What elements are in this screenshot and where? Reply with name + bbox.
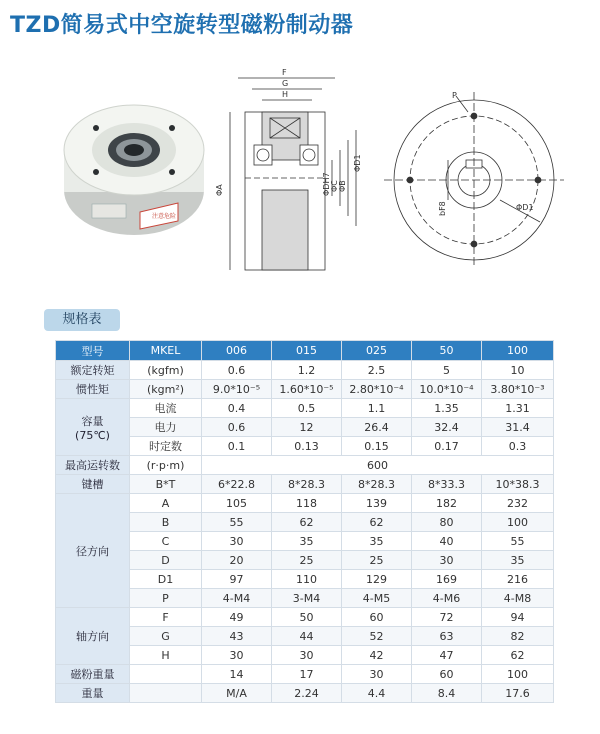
value-cell: 30 bbox=[202, 646, 272, 665]
value-cell: 2.5 bbox=[342, 361, 412, 380]
unit-cell: P bbox=[130, 589, 202, 608]
value-cell: 2.80*10⁻⁴ bbox=[342, 380, 412, 399]
value-cell: 35 bbox=[342, 532, 412, 551]
end-view-drawing bbox=[384, 92, 564, 268]
value-cell: 3.80*10⁻³ bbox=[482, 380, 554, 399]
value-cell: 30 bbox=[272, 646, 342, 665]
value-cell: 0.6 bbox=[202, 418, 272, 437]
value-cell: 4-M8 bbox=[482, 589, 554, 608]
unit-cell: 电力 bbox=[130, 418, 202, 437]
value-cell: 169 bbox=[412, 570, 482, 589]
value-cell: 97 bbox=[202, 570, 272, 589]
table-row bbox=[56, 608, 554, 627]
value-cell: 10*38.3 bbox=[482, 475, 554, 494]
dim-label-f: F bbox=[282, 68, 287, 77]
unit-cell: A bbox=[130, 494, 202, 513]
value-cell: 1.31 bbox=[482, 399, 554, 418]
value-cell: 9.0*10⁻⁵ bbox=[202, 380, 272, 399]
spec-table bbox=[55, 340, 554, 703]
table-row bbox=[56, 513, 554, 532]
value-cell: 8*33.3 bbox=[412, 475, 482, 494]
value-cell: 139 bbox=[342, 494, 412, 513]
value-cell: 50 bbox=[272, 608, 342, 627]
value-cell: 44 bbox=[272, 627, 342, 646]
value-cell: 118 bbox=[272, 494, 342, 513]
row-label-weight: 重量 bbox=[56, 684, 130, 703]
value-cell: 80 bbox=[412, 513, 482, 532]
value-cell: 216 bbox=[482, 570, 554, 589]
unit-cell: 电流 bbox=[130, 399, 202, 418]
unit-cell bbox=[130, 684, 202, 703]
value-cell: 82 bbox=[482, 627, 554, 646]
table-row bbox=[56, 380, 554, 399]
value-cell: 105 bbox=[202, 494, 272, 513]
spec-table-tab: 规格表 bbox=[44, 309, 120, 331]
unit-cell: B bbox=[130, 513, 202, 532]
table-row bbox=[56, 570, 554, 589]
value-cell: 1.1 bbox=[342, 399, 412, 418]
value-cell: 14 bbox=[202, 665, 272, 684]
value-cell: 30 bbox=[342, 665, 412, 684]
product-photo bbox=[64, 105, 204, 235]
value-cell: 0.1 bbox=[202, 437, 272, 456]
value-cell: 32.4 bbox=[412, 418, 482, 437]
value-cell: 60 bbox=[342, 608, 412, 627]
header-cell: 100 bbox=[482, 341, 554, 361]
unit-cell: (kgm²) bbox=[130, 380, 202, 399]
dim-label-h: H bbox=[282, 90, 289, 99]
value-cell: 1.2 bbox=[272, 361, 342, 380]
header-cell: MKEL bbox=[130, 341, 202, 361]
value-cell: 3-M4 bbox=[272, 589, 342, 608]
value-cell: 0.6 bbox=[202, 361, 272, 380]
table-row bbox=[56, 646, 554, 665]
value-cell: 94 bbox=[482, 608, 554, 627]
value-cell: 6*22.8 bbox=[202, 475, 272, 494]
unit-cell: C bbox=[130, 532, 202, 551]
value-cell: 0.15 bbox=[342, 437, 412, 456]
value-cell: 63 bbox=[412, 627, 482, 646]
table-row bbox=[56, 341, 554, 361]
value-cell: 1.60*10⁻⁵ bbox=[272, 380, 342, 399]
header-cell: 006 bbox=[202, 341, 272, 361]
value-cell: 62 bbox=[482, 646, 554, 665]
cross-section-drawing bbox=[230, 78, 356, 270]
value-cell: 4-M6 bbox=[412, 589, 482, 608]
table-row bbox=[56, 589, 554, 608]
dim-label-phi-d1-end: ΦD1 bbox=[516, 203, 534, 212]
table-row bbox=[56, 361, 554, 380]
value-cell: 0.4 bbox=[202, 399, 272, 418]
warning-label: 注意危险 bbox=[152, 213, 177, 220]
value-cell: 0.13 bbox=[272, 437, 342, 456]
capacity-label: 容量 bbox=[81, 414, 104, 428]
value-cell: 232 bbox=[482, 494, 554, 513]
value-cell: 20 bbox=[202, 551, 272, 570]
table-row bbox=[56, 665, 554, 684]
value-cell: 30 bbox=[202, 532, 272, 551]
value-cell: 49 bbox=[202, 608, 272, 627]
value-cell: M/A bbox=[202, 684, 272, 703]
value-cell: 25 bbox=[272, 551, 342, 570]
value-cell: 43 bbox=[202, 627, 272, 646]
value-cell: 35 bbox=[482, 551, 554, 570]
dim-label-g: G bbox=[282, 79, 289, 88]
unit-cell: 时定数 bbox=[130, 437, 202, 456]
value-cell: 10 bbox=[482, 361, 554, 380]
dim-label-phi-a: ΦA bbox=[215, 184, 224, 196]
spec-table-container bbox=[55, 340, 553, 703]
value-cell: 100 bbox=[482, 513, 554, 532]
value-cell: 100 bbox=[482, 665, 554, 684]
value-cell: 4.4 bbox=[342, 684, 412, 703]
value-cell: 55 bbox=[202, 513, 272, 532]
value-cell: 40 bbox=[412, 532, 482, 551]
table-row bbox=[56, 437, 554, 456]
value-cell: 2.24 bbox=[272, 684, 342, 703]
dim-label-phi-dh7: ΦDH7 bbox=[322, 172, 331, 196]
table-row bbox=[56, 399, 554, 418]
dim-label-phi-c: ΦC bbox=[330, 180, 339, 192]
unit-cell: H bbox=[130, 646, 202, 665]
value-cell: 10.0*10⁻⁴ bbox=[412, 380, 482, 399]
value-cell: 30 bbox=[412, 551, 482, 570]
value-cell: 5 bbox=[412, 361, 482, 380]
row-label-powder-weight: 磁粉重量 bbox=[56, 665, 130, 684]
value-cell: 72 bbox=[412, 608, 482, 627]
value-cell: 31.4 bbox=[482, 418, 554, 437]
dim-label-p: P bbox=[452, 91, 457, 100]
table-row bbox=[56, 551, 554, 570]
value-cell: 8.4 bbox=[412, 684, 482, 703]
table-row bbox=[56, 532, 554, 551]
unit-cell: B*T bbox=[130, 475, 202, 494]
table-row bbox=[56, 475, 554, 494]
dim-label-phi-b: ΦB bbox=[338, 180, 347, 192]
value-cell: 0.17 bbox=[412, 437, 482, 456]
unit-cell: F bbox=[130, 608, 202, 627]
row-label-capacity bbox=[56, 399, 130, 456]
value-cell: 8*28.3 bbox=[272, 475, 342, 494]
value-cell: 0.3 bbox=[482, 437, 554, 456]
unit-cell: D bbox=[130, 551, 202, 570]
value-cell: 26.4 bbox=[342, 418, 412, 437]
row-label-radial: 径方向 bbox=[56, 494, 130, 608]
dim-label-phi-d1: ΦD1 bbox=[353, 154, 362, 172]
unit-cell: (r·p·m) bbox=[130, 456, 202, 475]
value-cell: 110 bbox=[272, 570, 342, 589]
value-cell: 12 bbox=[272, 418, 342, 437]
dim-label-bf8: bF8 bbox=[438, 201, 447, 216]
table-row bbox=[56, 684, 554, 703]
value-cell: 25 bbox=[342, 551, 412, 570]
header-cell: 025 bbox=[342, 341, 412, 361]
value-cell: 35 bbox=[272, 532, 342, 551]
table-row bbox=[56, 494, 554, 513]
row-label-keyway: 键槽 bbox=[56, 475, 130, 494]
header-cell: 015 bbox=[272, 341, 342, 361]
value-cell: 55 bbox=[482, 532, 554, 551]
value-cell: 62 bbox=[342, 513, 412, 532]
value-cell: 4-M5 bbox=[342, 589, 412, 608]
value-cell: 1.35 bbox=[412, 399, 482, 418]
row-label: 额定转矩 bbox=[56, 361, 130, 380]
unit-cell: D1 bbox=[130, 570, 202, 589]
value-cell: 52 bbox=[342, 627, 412, 646]
table-row bbox=[56, 627, 554, 646]
page-title: TZD简易式中空旋转型磁粉制动器 bbox=[10, 13, 354, 38]
value-cell: 60 bbox=[412, 665, 482, 684]
table-row bbox=[56, 456, 554, 475]
unit-cell: (kgfm) bbox=[130, 361, 202, 380]
value-cell: 4-M4 bbox=[202, 589, 272, 608]
capacity-temp-label: (75℃) bbox=[75, 428, 110, 442]
row-label: 惯性矩 bbox=[56, 380, 130, 399]
value-cell: 47 bbox=[412, 646, 482, 665]
value-cell: 17 bbox=[272, 665, 342, 684]
value-cell: 62 bbox=[272, 513, 342, 532]
row-label-axial: 轴方向 bbox=[56, 608, 130, 665]
value-cell: 17.6 bbox=[482, 684, 554, 703]
value-cell: 182 bbox=[412, 494, 482, 513]
value-cell: 0.5 bbox=[272, 399, 342, 418]
value-cell: 8*28.3 bbox=[342, 475, 412, 494]
header-cell: 型号 bbox=[56, 341, 130, 361]
table-row bbox=[56, 418, 554, 437]
value-cell: 129 bbox=[342, 570, 412, 589]
value-cell: 42 bbox=[342, 646, 412, 665]
unit-cell: G bbox=[130, 627, 202, 646]
value-cell: 600 bbox=[202, 456, 554, 475]
header-cell: 50 bbox=[412, 341, 482, 361]
unit-cell bbox=[130, 665, 202, 684]
row-label-max-speed: 最高运转数 bbox=[56, 456, 130, 475]
technical-drawings bbox=[0, 0, 600, 300]
